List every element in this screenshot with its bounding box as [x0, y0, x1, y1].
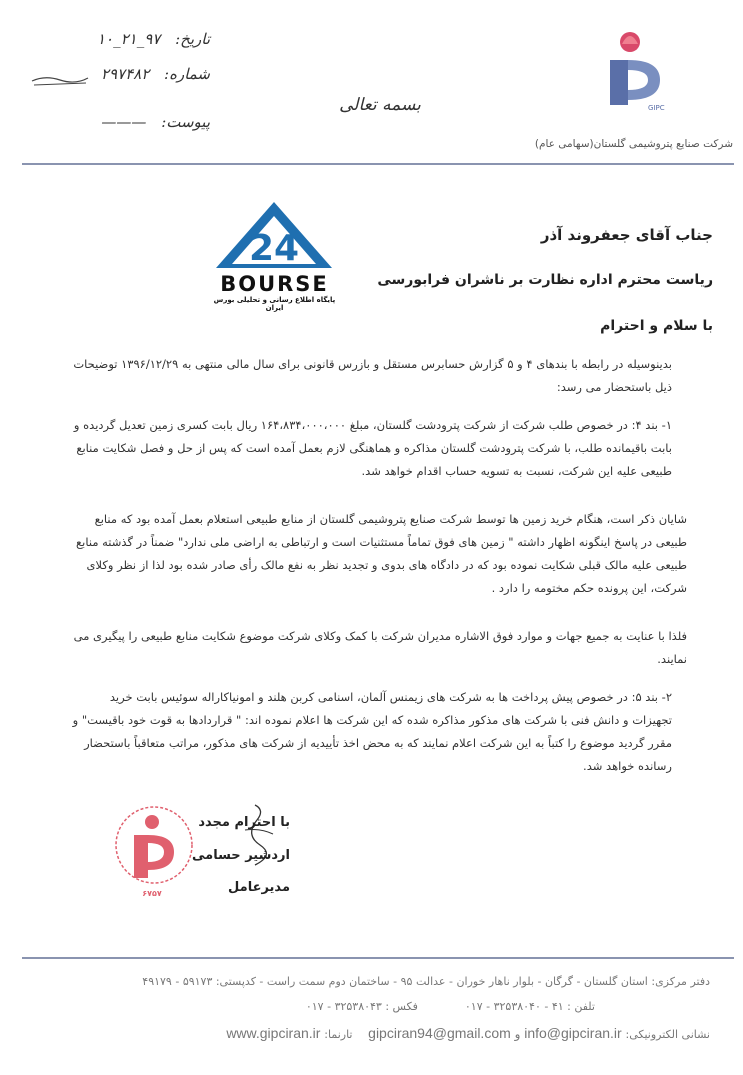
item-1-paragraph: ۱- بند ۴: در خصوص طلب شرکت از شرکت پترودشت گلستان، مبلغ ۱۶۴،۸۳۴،۰۰۰،۰۰۰ ریال بابت کسری زمین تعدیل گردیده و بابت باقیمانده طلب، با شرکت پترودشت گلستان مذاکره و هماهنگی لازم بعمل آمده است که پس از حل و فصل شکایت منابع طبیعی علیه این شرکت، نسبت به تسویه حساب اقدام خواهد شد.	[73, 418, 672, 478]
footer-address: دفتر مرکزی: استان گلستان - گرگان - بلوار ناهار خوران - عدالت ۹۵ - ساختمان دوم سمت راست - کدپستی: ۵۹۱۷۳ - ۴۹۱۷۹	[142, 975, 710, 988]
footer-email-label: نشانی الکترونیکی:	[625, 1028, 710, 1041]
item-2-paragraph: ۲- بند ۵: در خصوص پیش پرداخت ها به شرکت های زیمنس آلمان، اسنامی کربن هلند و امونیاکاراله سوئیس بابت خرید تجهیزات و دانش فنی با شرکت های مذکور مذاکره شده که این شرکت ها اعلام نموده اند: " قراردادها به قوت خود باقیست" و مقرر گردید موضوع را کتباً به این شرکت اعلام نمایند که به محض اخذ تأییدیه از شرکت های مذکور، مراتب متعاقباً باستحضار رسانده خواهد شد.	[72, 690, 672, 773]
stamp-number: ۶۷۵۷	[142, 889, 162, 898]
company-logo	[600, 30, 670, 115]
number-scribble	[30, 73, 90, 85]
gipc-logo-icon	[600, 30, 670, 115]
footer-divider	[22, 957, 734, 959]
footer-phone: تلفن : ۴۱ - ۳۲۵۳۸۰۴۰ - ۰۱۷	[464, 1000, 595, 1013]
bismillah-heading: بسمه تعالی	[339, 95, 421, 115]
attachment-label: پیوست:	[161, 113, 210, 131]
footer-website-label: تارنما:	[324, 1028, 353, 1041]
footer-email-1[interactable]: info@gipciran.ir	[524, 1025, 622, 1041]
header-divider	[22, 163, 734, 165]
closing-text: با احترام مجدد	[198, 815, 290, 830]
footer-email-2[interactable]: gipciran94@gmail.com	[368, 1025, 511, 1041]
signer-title: مدیرعامل	[228, 880, 290, 895]
bourse-brand: BOURSE	[220, 272, 329, 296]
number-label: شماره:	[164, 65, 210, 83]
greeting: با سلام و احترام	[600, 318, 713, 334]
date-label: تاریخ:	[175, 30, 210, 48]
date-row	[30, 30, 210, 48]
footer-phones	[40, 1000, 595, 1013]
footer-fax: فکس : ۳۲۵۳۸۰۴۳ - ۰۱۷	[305, 1000, 418, 1013]
signer-name: اردشیر حسامی	[192, 848, 290, 863]
bourse-mark: 24	[248, 228, 300, 269]
recipient-title: ریاست محترم اداره نظارت بر ناشران فرابورسی	[377, 272, 713, 288]
attachment-row	[30, 113, 210, 131]
recipient-name: جناب آقای جعفروند آذر	[540, 226, 713, 244]
footer-contacts	[100, 1025, 710, 1041]
followup-paragraph: فلذا با عنایت به جمیع جهات و موارد فوق الاشاره مدیران شرکت با کمک وکلای شرکت موضوع شکایت منابع طبیعی را پیگیری می نمایند.	[73, 629, 687, 666]
footer-and: و	[514, 1027, 521, 1041]
note-paragraph: شایان ذکر است، هنگام خرید زمین ها توسط شرکت صنایع پتروشیمی گلستان از منابع طبیعی استعلام بعمل آمده بود که منابع طبیعی در پاسخ اینگونه اظهار داشته " زمین های فوق تماماً مستثنیات است و ارتباطی به اراضی ملی ندارد" ضمناً در گذشته منابع طبیعی علیه مالک قبلی شکایت نموده بود که در دادگاه های بدوی و تجدید نظر به نفع مالک رأی صادر شده بود لذا از نظر وکلای شرکت، این پرونده حکم مختومه را دارد .	[76, 512, 687, 595]
number-value: ۲۹۷۴۸۲	[100, 65, 150, 83]
footer-website[interactable]: www.gipciran.ir	[226, 1025, 321, 1041]
company-name: شرکت صنایع پتروشیمی گلستان(سهامی عام)	[534, 138, 733, 150]
logo-caption: GIPC	[648, 104, 665, 112]
bourse-tagline: پایگاه اطلاع رسانی و تحلیلی بورس ایران	[213, 296, 336, 312]
letter-meta	[30, 25, 210, 135]
date-value: ۹۷_۲۱_۱۰	[96, 30, 161, 48]
intro-paragraph: بدینوسیله در رابطه با بندهای ۴ و ۵ گزارش حسابرس مستقل و بازرس قانونی برای سال مالی منتهی به ۱۳۹۶/۱۲/۲۹ توضیحات ذیل باستحضار می رسد:	[73, 357, 672, 394]
attachment-value: ———	[101, 113, 147, 131]
